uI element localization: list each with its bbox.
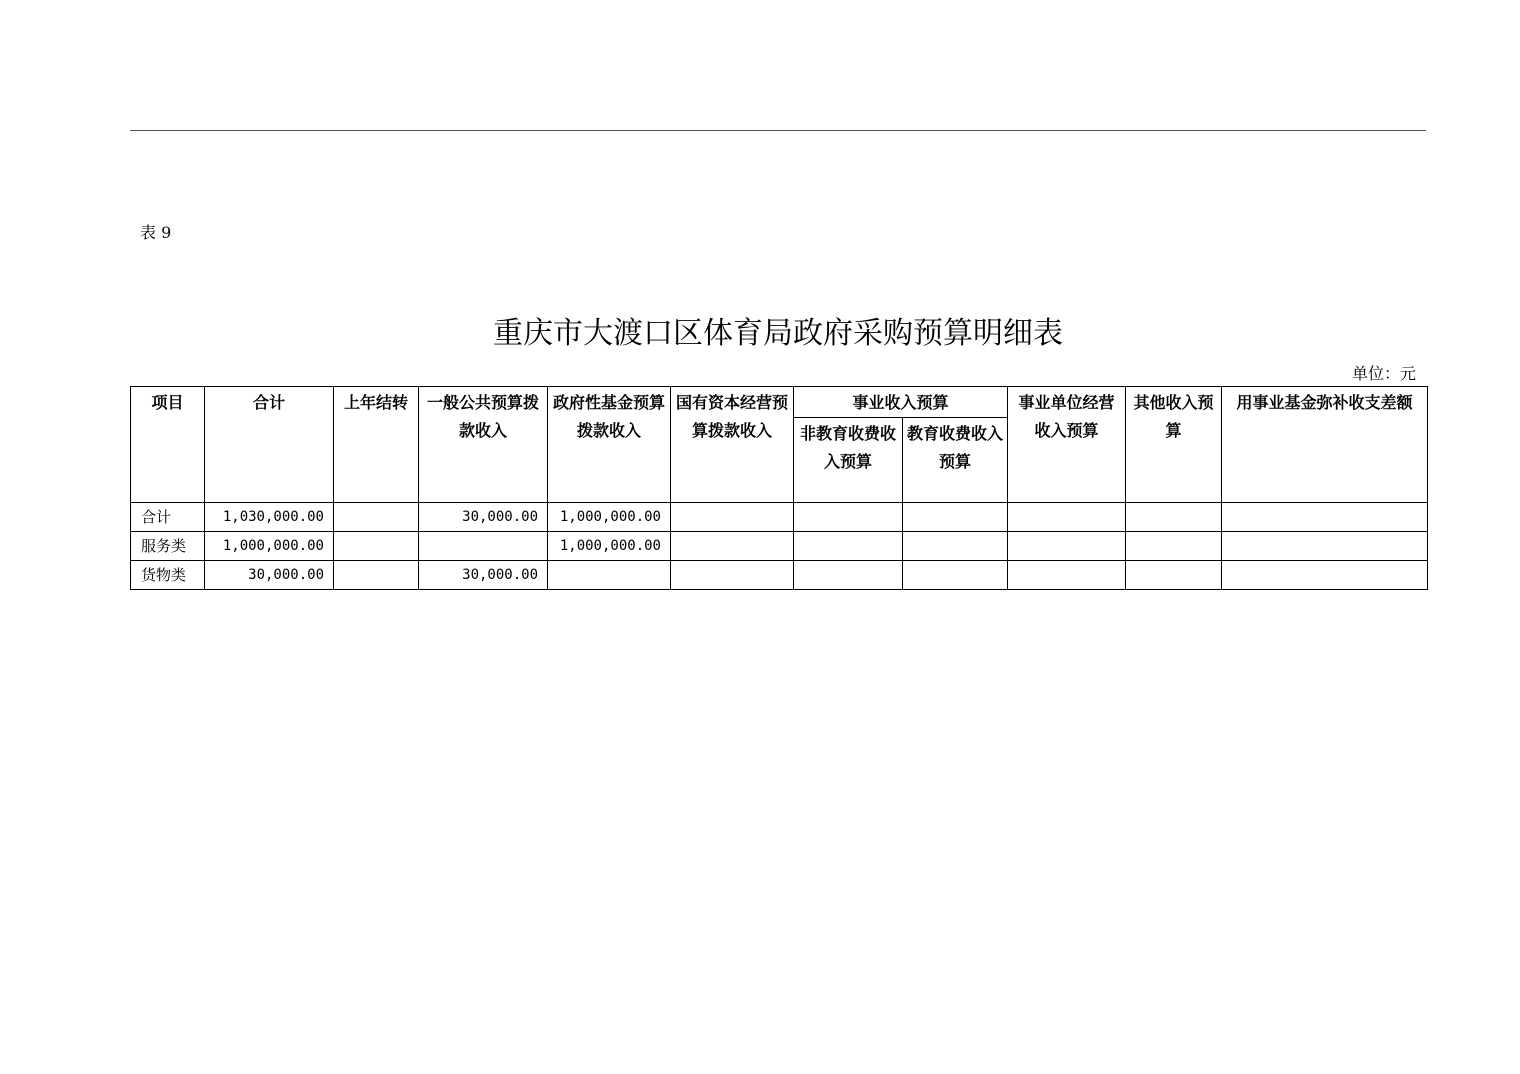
row-business-unit [1008, 561, 1126, 590]
header-edu-fee: 教育收费收入预算 [903, 418, 1008, 503]
row-total: 1,030,000.00 [205, 503, 334, 532]
table-number: 表 9 [140, 223, 172, 242]
row-item: 合计 [131, 503, 205, 532]
row-other-income [1126, 503, 1222, 532]
procurement-budget-table [130, 386, 1428, 590]
header-non-edu-fee: 非教育收费收入预算 [794, 418, 903, 503]
row-general-public [419, 532, 548, 561]
row-other-income [1126, 532, 1222, 561]
row-state-capital [671, 561, 794, 590]
row-non-edu-fee [794, 532, 903, 561]
row-item: 货物类 [131, 561, 205, 590]
row-state-capital [671, 532, 794, 561]
table-row [131, 532, 1428, 561]
row-carryover [334, 532, 419, 561]
header-divider [130, 130, 1426, 131]
row-carryover [334, 503, 419, 532]
row-other-income [1126, 561, 1222, 590]
row-business-fund [1222, 561, 1428, 590]
row-state-capital [671, 503, 794, 532]
row-carryover [334, 561, 419, 590]
header-business-income: 事业收入预算 [794, 387, 1008, 418]
header-item: 项目 [131, 387, 205, 503]
header-gov-fund: 政府性基金预算拨款收入 [548, 387, 671, 503]
page-title: 重庆市大渡口区体育局政府采购预算明细表 [493, 316, 1063, 351]
row-total: 1,000,000.00 [205, 532, 334, 561]
row-non-edu-fee [794, 561, 903, 590]
row-business-unit [1008, 503, 1126, 532]
header-general-public: 一般公共预算拨款收入 [419, 387, 548, 503]
header-business-unit: 事业单位经营收入预算 [1008, 387, 1126, 503]
row-edu-fee [903, 532, 1008, 561]
header-carryover: 上年结转 [334, 387, 419, 503]
table-row [131, 561, 1428, 590]
header-state-capital: 国有资本经营预算拨款收入 [671, 387, 794, 503]
header-other-income: 其他收入预算 [1126, 387, 1222, 503]
row-general-public: 30,000.00 [419, 503, 548, 532]
row-business-fund [1222, 532, 1428, 561]
header-total: 合计 [205, 387, 334, 503]
row-non-edu-fee [794, 503, 903, 532]
row-general-public: 30,000.00 [419, 561, 548, 590]
header-business-fund: 用事业基金弥补收支差额 [1222, 387, 1428, 503]
row-edu-fee [903, 561, 1008, 590]
row-edu-fee [903, 503, 1008, 532]
row-total: 30,000.00 [205, 561, 334, 590]
row-business-unit [1008, 532, 1126, 561]
row-item: 服务类 [131, 532, 205, 561]
row-gov-fund: 1,000,000.00 [548, 503, 671, 532]
row-gov-fund: 1,000,000.00 [548, 532, 671, 561]
unit-label: 单位：元 [1351, 364, 1416, 383]
table-row [131, 503, 1428, 532]
row-gov-fund [548, 561, 671, 590]
row-business-fund [1222, 503, 1428, 532]
